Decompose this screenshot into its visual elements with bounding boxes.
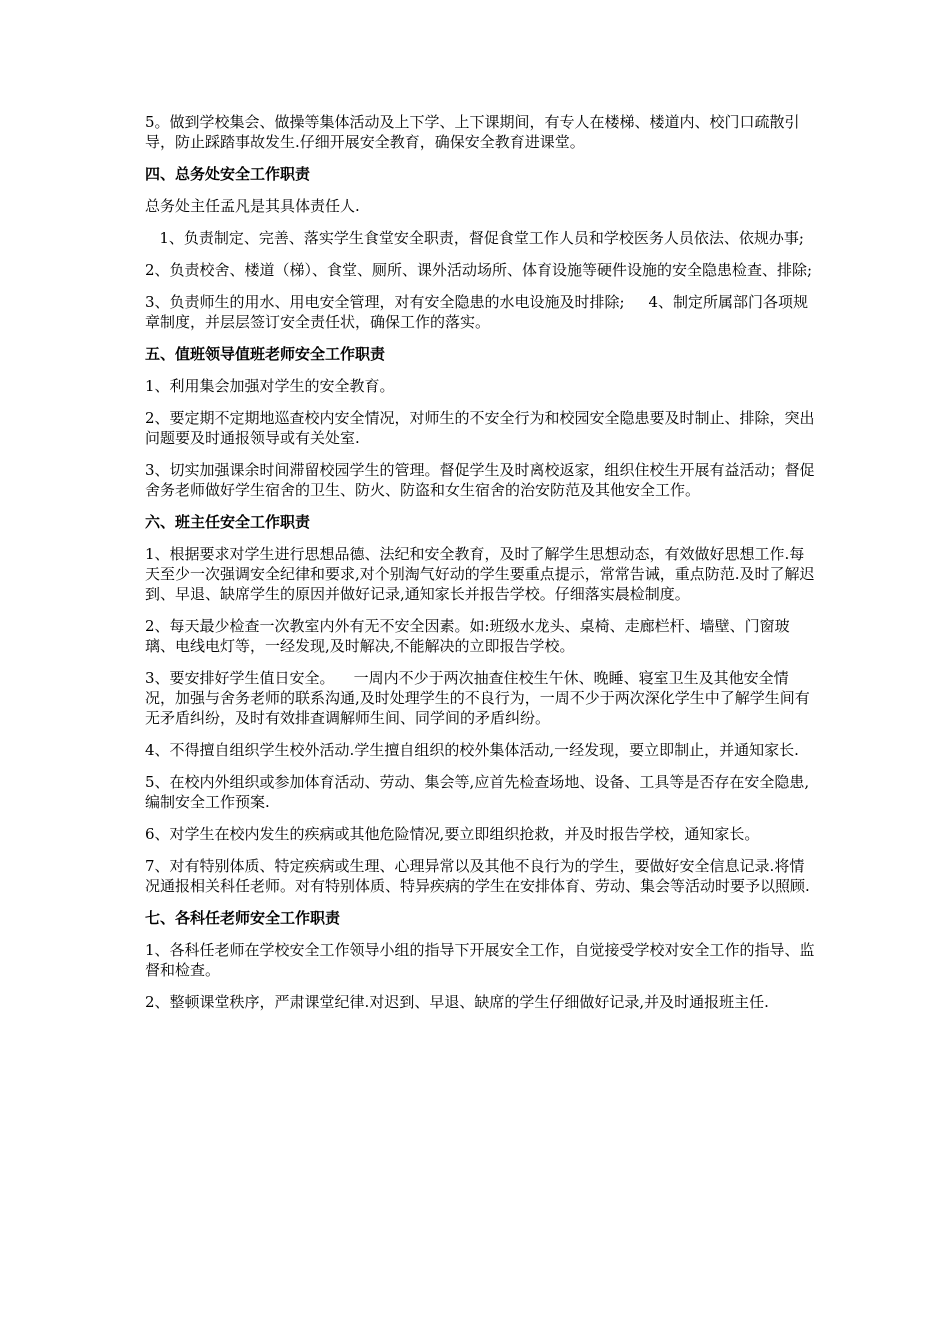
paragraph-6-7: 7、对有特别体质、特定疾病或生理、心理异常以及其他不良行为的学生，要做好安全信息记录.将情况通报相关科任老师。对有特别体质、特异疾病的学生在安排体育、劳动、集会等活动时要予以照顾.	[145, 857, 810, 895]
paragraph-5-1: 1、利用集会加强对学生的安全教育。	[145, 377, 395, 395]
paragraph-3-5: 5。做到学校集会、做操等集体活动及上下学、上下课期间，有专人在楼梯、楼道内、校门口疏散引导，防止踩踏事故发生.仔细开展安全教育，确保安全教育进课堂。	[145, 113, 800, 151]
paragraph-7-2: 2、整顿课堂秩序，严肃课堂纪律.对迟到、早退、缺席的学生仔细做好记录,并及时通报班主任.	[145, 993, 769, 1011]
paragraph-4-2: 2、负责校舍、楼道（梯）、食堂、厕所、课外活动场所、体育设施等硬件设施的安全隐患检查、排除;	[145, 261, 813, 279]
heading-section-5: 五、值班领导值班老师安全工作职责	[145, 345, 386, 363]
paragraph-7-1: 1、各科任老师在学校安全工作领导小组的指导下开展安全工作，自觉接受学校对安全工作的指导、监督和检查。	[145, 941, 815, 979]
paragraph-4-1: 1、负责制定、完善、落实学生食堂安全职责，督促食堂工作人员和学校医务人员依法、依规办事;	[145, 229, 804, 247]
paragraph-6-2: 2、每天最少检查一次教室内外有无不安全因素。如:班级水龙头、桌椅、走廊栏杆、墙壁、门窗玻璃、电线电灯等，一经发现,及时解决,不能解决的立即报告学校。	[145, 617, 790, 655]
paragraph-4-3: 3、负责师生的用水、用电安全管理，对有安全隐患的水电设施及时排除; 4、制定所属部门各项规章制度，并层层签订安全责任状，确保工作的落实。	[145, 293, 808, 331]
heading-section-7: 七、各科任老师安全工作职责	[145, 909, 341, 927]
paragraph-6-1: 1、根据要求对学生进行思想品德、法纪和安全教育，及时了解学生思想动态，有效做好思想工作.每天至少一次强调安全纪律和要求,对个别淘气好动的学生要重点提示，常常告诫，重点防范.及时了解迟到、早退、缺席学生的原因并做好记录,通知家长并报告学校。仔细落实晨检制度。	[145, 545, 815, 603]
document-page	[145, 112, 817, 1024]
paragraph-6-6: 6、对学生在校内发生的疾病或其他危险情况,要立即组织抢救，并及时报告学校，通知家长。	[145, 825, 760, 843]
heading-section-6: 六、班主任安全工作职责	[145, 513, 311, 531]
paragraph-6-3: 3、要安排好学生值日安全。 一周内不少于两次抽查住校生午休、晚睡、寝室卫生及其他安全情况，加强与舍务老师的联系沟通,及时处理学生的不良行为，一周不少于两次深化学生中了解学生间有无矛盾纠纷，及时有效排查调解师生间、同学间的矛盾纠纷。	[145, 669, 810, 727]
paragraph-5-3: 3、切实加强课余时间滞留校园学生的管理。督促学生及时离校返家，组织住校生开展有益活动；督促舍务老师做好学生宿舍的卫生、防火、防盗和女生宿舍的治安防范及其他安全工作。	[145, 461, 815, 499]
paragraph-5-2: 2、要定期不定期地巡查校内安全情况，对师生的不安全行为和校园安全隐患要及时制止、排除，突出问题要及时通报领导或有关处室.	[145, 409, 815, 447]
paragraph-6-4: 4、不得擅自组织学生校外活动.学生擅自组织的校外集体活动,一经发现，要立即制止，并通知家长.	[145, 741, 799, 759]
paragraph-6-5: 5、在校内外组织或参加体育活动、劳动、集会等,应首先检查场地、设备、工具等是否存在安全隐患,编制安全工作预案.	[145, 773, 810, 811]
heading-section-4: 四、总务处安全工作职责	[145, 165, 311, 183]
paragraph-4-intro: 总务处主任孟凡是其具体责任人.	[145, 197, 360, 215]
